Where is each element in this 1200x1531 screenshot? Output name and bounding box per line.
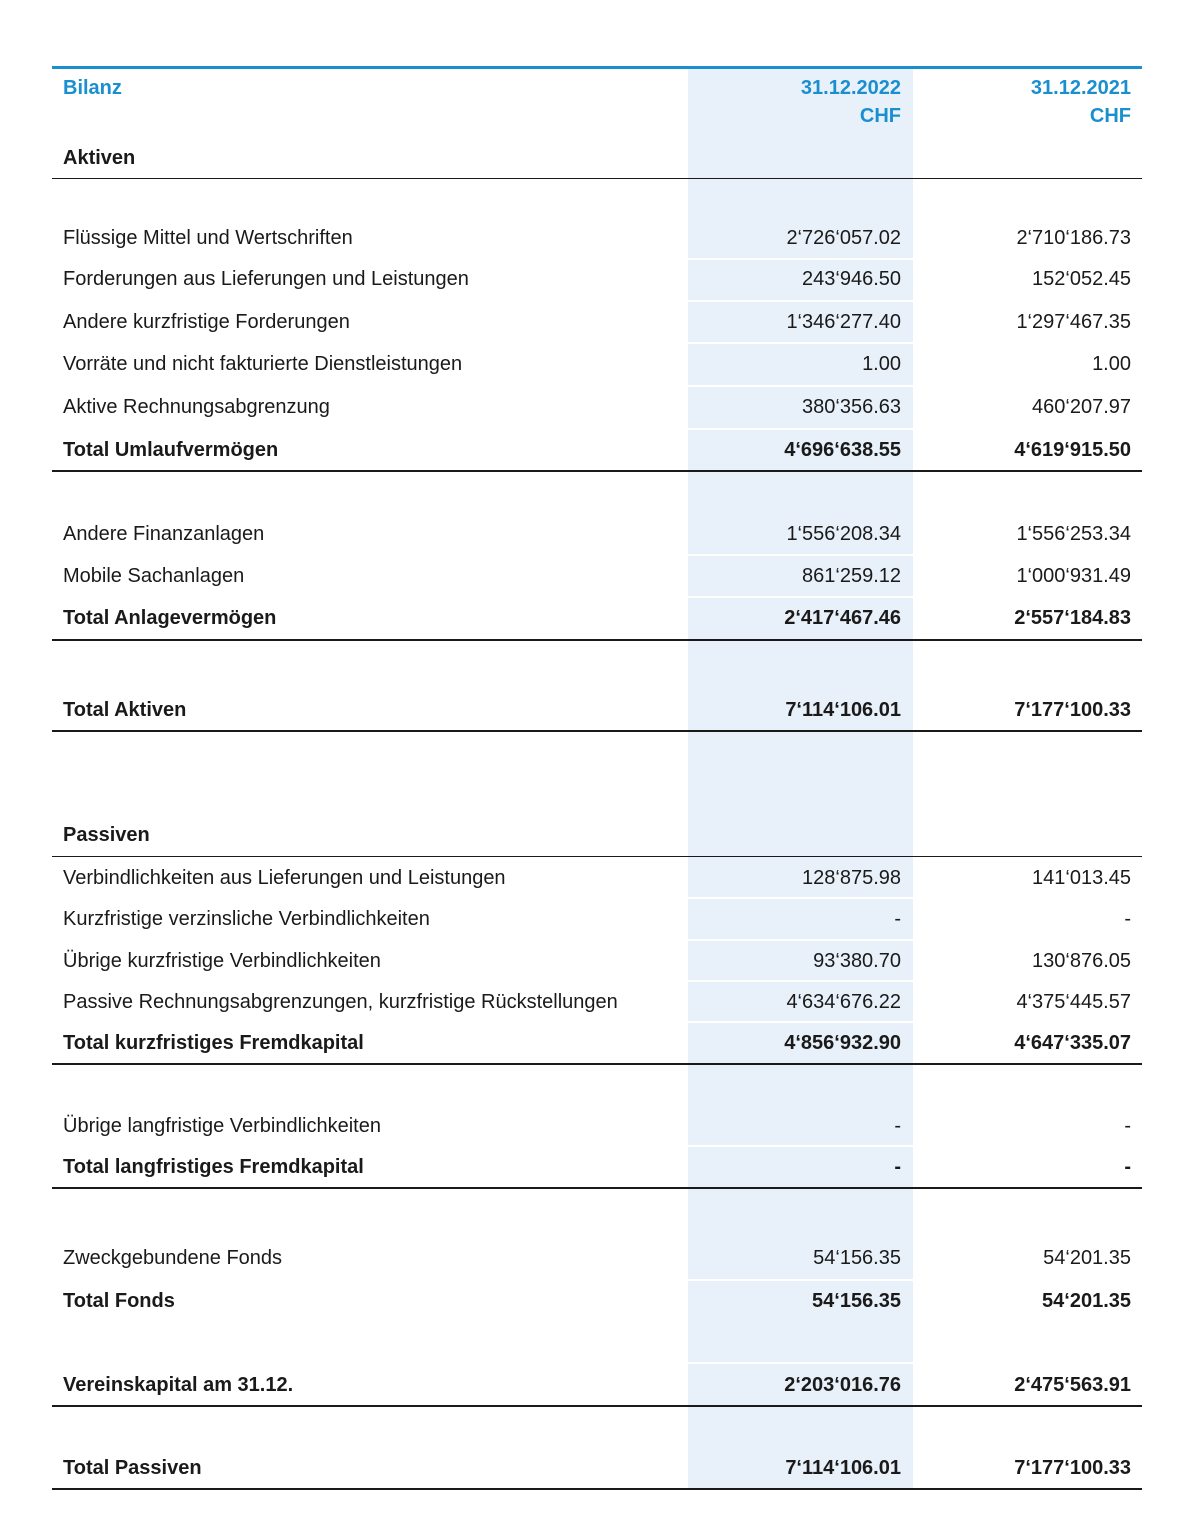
column-header-2022 (688, 74, 901, 130)
subtotal-rule (52, 1405, 1142, 1407)
row-value-2022: 128‘875.98 (802, 867, 901, 889)
subtotal-rule (52, 639, 1142, 641)
table-row (52, 555, 1142, 597)
table-row (52, 301, 1142, 343)
row-value-2021: 1.00 (1092, 353, 1131, 375)
table-row (52, 217, 1142, 259)
table-row (52, 981, 1142, 1023)
row-label: Total langfristiges Fremdkapital (63, 1156, 364, 1178)
column-currency-2021: CHF (1089, 105, 1131, 127)
total-rule (52, 1488, 1142, 1490)
total-row (52, 1146, 1142, 1188)
row-value-2021: 1‘556‘253.34 (1016, 523, 1131, 545)
row-label: Passive Rechnungsabgrenzungen, kurzfristige Rückstellungen (63, 991, 618, 1013)
row-value-2021: 1‘297‘467.35 (1016, 311, 1131, 333)
subtotal-rule (52, 1187, 1142, 1189)
row-value-2021: 4‘619‘915.50 (1014, 439, 1131, 461)
row-value-2022: 1‘346‘277.40 (786, 311, 901, 333)
total-row (52, 689, 1142, 731)
total-row (52, 597, 1142, 639)
row-value-2021: 2‘475‘563.91 (1014, 1374, 1131, 1396)
row-value-2021: 4‘375‘445.57 (1016, 991, 1131, 1013)
row-value-2022: - (894, 908, 901, 930)
row-value-2021: 54‘201.35 (1042, 1290, 1131, 1312)
row-value-2022: 7‘114‘106.01 (785, 1457, 901, 1479)
row-value-2022: 380‘356.63 (802, 396, 901, 418)
row-label: Übrige kurzfristige Verbindlichkeiten (63, 950, 381, 972)
row-label: Vorräte und nicht fakturierte Dienstleistungen (63, 353, 463, 375)
table-row (52, 1237, 1142, 1279)
row-label: Total Umlaufvermögen (63, 439, 279, 461)
column-currency-2022: CHF (859, 105, 901, 127)
row-value-2022: - (894, 1156, 901, 1178)
total-row (52, 429, 1142, 471)
row-value-2022: 54‘156.35 (813, 1247, 901, 1269)
row-label: Aktive Rechnungsabgrenzung (63, 396, 330, 418)
row-label: Andere kurzfristige Forderungen (63, 311, 350, 333)
row-value-2022: 93‘380.70 (813, 950, 901, 972)
table-row (52, 258, 1142, 300)
row-value-2021: - (1124, 1115, 1131, 1137)
row-value-2021: 460‘207.97 (1032, 396, 1131, 418)
row-label: Total Fonds (63, 1290, 175, 1312)
row-label: Total Passiven (63, 1457, 202, 1479)
section-heading-aktiven: Aktiven (63, 147, 136, 169)
row-value-2022: 2‘417‘467.46 (784, 607, 901, 629)
row-value-2021: 7‘177‘100.33 (1014, 699, 1131, 721)
total-rule (52, 730, 1142, 732)
column-header-2021 (913, 74, 1131, 130)
row-value-2021: 152‘052.45 (1032, 268, 1131, 290)
table-row (52, 343, 1142, 385)
balance-sheet-title: Bilanz (63, 77, 122, 99)
total-row (52, 1022, 1142, 1064)
table-row (52, 857, 1142, 899)
table-row (52, 1105, 1142, 1147)
row-value-2021: - (1124, 908, 1131, 930)
row-value-2022: 4‘634‘676.22 (786, 991, 901, 1013)
row-label: Total kurzfristiges Fremdkapital (63, 1032, 364, 1054)
row-value-2021: 2‘710‘186.73 (1016, 227, 1131, 249)
row-label: Flüssige Mittel und Wertschriften (63, 227, 353, 249)
row-label: Forderungen aus Lieferungen und Leistungen (63, 268, 469, 290)
subtotal-rule (52, 470, 1142, 472)
row-value-2022: 2‘726‘057.02 (786, 227, 901, 249)
column-date-2022: 31.12.2022 (800, 77, 901, 99)
section-heading-passiven: Passiven (63, 824, 150, 846)
row-value-2022: 243‘946.50 (802, 268, 901, 290)
total-row (52, 1447, 1142, 1489)
total-row (52, 1364, 1142, 1406)
row-value-2021: 130‘876.05 (1032, 950, 1131, 972)
row-value-2021: 4‘647‘335.07 (1014, 1032, 1131, 1054)
row-value-2022: - (894, 1115, 901, 1137)
table-row (52, 940, 1142, 982)
row-value-2021: 141‘013.45 (1032, 867, 1131, 889)
row-label: Übrige langfristige Verbindlichkeiten (63, 1115, 381, 1137)
row-value-2022: 4‘856‘932.90 (784, 1032, 901, 1054)
row-value-2021: 54‘201.35 (1043, 1247, 1131, 1269)
row-label: Vereinskapital am 31.12. (63, 1374, 294, 1396)
row-value-2021: 2‘557‘184.83 (1014, 607, 1131, 629)
header-top-rule (52, 66, 1142, 69)
table-row (52, 386, 1142, 428)
row-label: Andere Finanzanlagen (63, 523, 265, 545)
row-value-2022: 861‘259.12 (802, 565, 901, 587)
row-value-2021: 1‘000‘931.49 (1016, 565, 1131, 587)
row-value-2022: 1.00 (862, 353, 901, 375)
row-label: Total Aktiven (63, 699, 187, 721)
row-value-2021: 7‘177‘100.33 (1014, 1457, 1131, 1479)
row-value-2021: - (1124, 1156, 1131, 1178)
column-date-2021: 31.12.2021 (1030, 77, 1131, 99)
row-value-2022: 7‘114‘106.01 (785, 699, 901, 721)
row-label: Zweckgebundene Fonds (63, 1247, 283, 1269)
row-value-2022: 2‘203‘016.76 (784, 1374, 901, 1396)
table-row (52, 513, 1142, 555)
row-label: Mobile Sachanlagen (63, 565, 245, 587)
row-label: Total Anlagevermögen (63, 607, 277, 629)
table-row (52, 898, 1142, 940)
row-label: Kurzfristige verzinsliche Verbindlichkeiten (63, 908, 430, 930)
row-value-2022: 4‘696‘638.55 (784, 439, 901, 461)
total-row (52, 1280, 1142, 1322)
subtotal-rule (52, 1063, 1142, 1065)
row-value-2022: 1‘556‘208.34 (786, 523, 901, 545)
row-value-2022: 54‘156.35 (812, 1290, 901, 1312)
row-label: Verbindlichkeiten aus Lieferungen und Leistungen (63, 867, 506, 889)
aktiven-header-rule (52, 178, 1142, 179)
